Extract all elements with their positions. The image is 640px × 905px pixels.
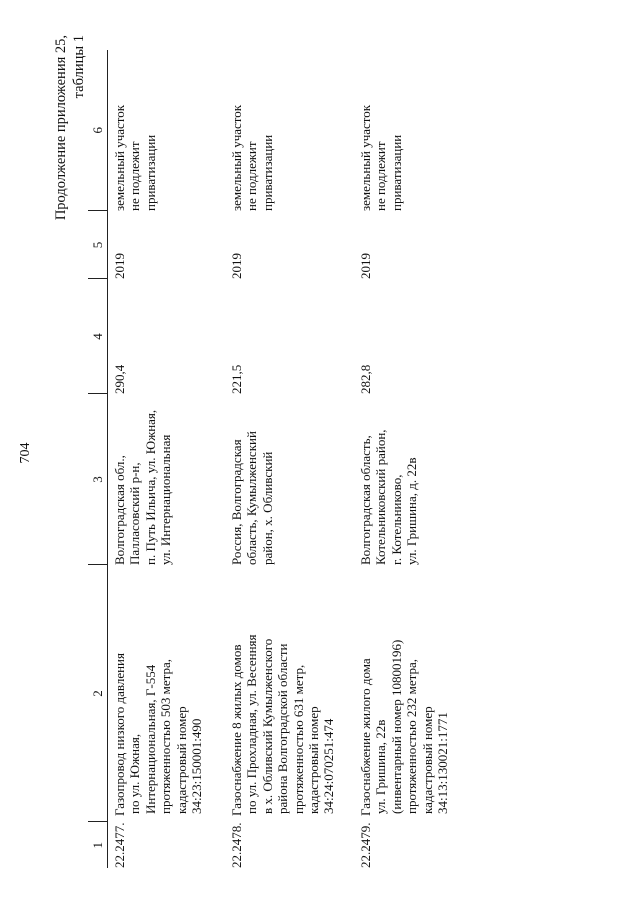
header-row — [88, 50, 108, 868]
address-cell: Волгоградская область, Котельниковский район, г. Котельниково, ул. Гришина, д. 22в — [358, 429, 420, 565]
property-table — [88, 50, 478, 868]
year-cell: 2019 — [229, 253, 244, 279]
value-cell: 282,8 — [358, 364, 373, 394]
object-line: 22.2478. Газоснабжение 8 жилых домов — [229, 644, 244, 868]
object-cell: 22.2477. Газопровод низкого давления по ул. Южная, Интернациональная, Г-554 протяженностью 503 метра, кадастровый номер 34:23:150001:490 — [108, 565, 228, 868]
continuation-title-line: таблицы 1 — [71, 35, 87, 99]
row-number: 22.2478. — [229, 822, 244, 868]
year-cell: 2019 — [358, 253, 373, 279]
note-cell: земельный участок не подлежит приватизации — [229, 104, 275, 211]
column-header-2: 2 — [88, 565, 108, 822]
column-header-5: 5 — [88, 211, 108, 279]
row-number: 22.2477. — [112, 822, 127, 868]
note-cell: земельный участок не подлежит приватизации — [112, 104, 158, 211]
continuation-title-line: Продолжение приложения 25, — [53, 35, 69, 221]
year-cell: 2019 — [112, 253, 127, 279]
row-number: 22.2479. — [358, 822, 373, 868]
column-header-6: 6 — [88, 50, 108, 211]
page-number: 704 — [18, 442, 33, 464]
continuation-title — [52, 35, 88, 305]
table-row — [227, 50, 356, 868]
object-line: 22.2477. Газопровод низкого давления — [112, 653, 127, 868]
value-cell: 221,5 — [229, 364, 244, 394]
column-header-1: 1 — [88, 822, 108, 868]
address-cell: Волгоградская обл., Палласовский р-н, п. Путь Ильича, ул. Южная, ул. Интернациональная — [112, 409, 174, 565]
column-header-3: 3 — [88, 394, 108, 565]
value-cell: 290,4 — [112, 364, 127, 394]
object-cell: 22.2478. Газоснабжение 8 жилых домов по ул. Прохладная, ул. Весенняя в х. Обливский Кумылженского района Волгоградской области протяженностью 631 метр, кадастровый номер 34:24:070251:474 — [227, 565, 356, 868]
table-row — [108, 50, 228, 868]
table-row — [356, 50, 478, 868]
object-cell: 22.2479. Газоснабжение жилого дома ул. Гришина, 22в (инвентарный номер 10800196) протяженностью 232 метра, кадастровый номер 34:13:130021:1771 — [356, 565, 478, 868]
address-cell: Россия, Волгоградская область, Кумылженский район, х. Обливский — [229, 431, 275, 565]
column-header-4: 4 — [88, 279, 108, 394]
note-cell: земельный участок не подлежит приватизации — [358, 104, 404, 211]
object-line: 22.2479. Газоснабжение жилого дома — [358, 658, 373, 868]
